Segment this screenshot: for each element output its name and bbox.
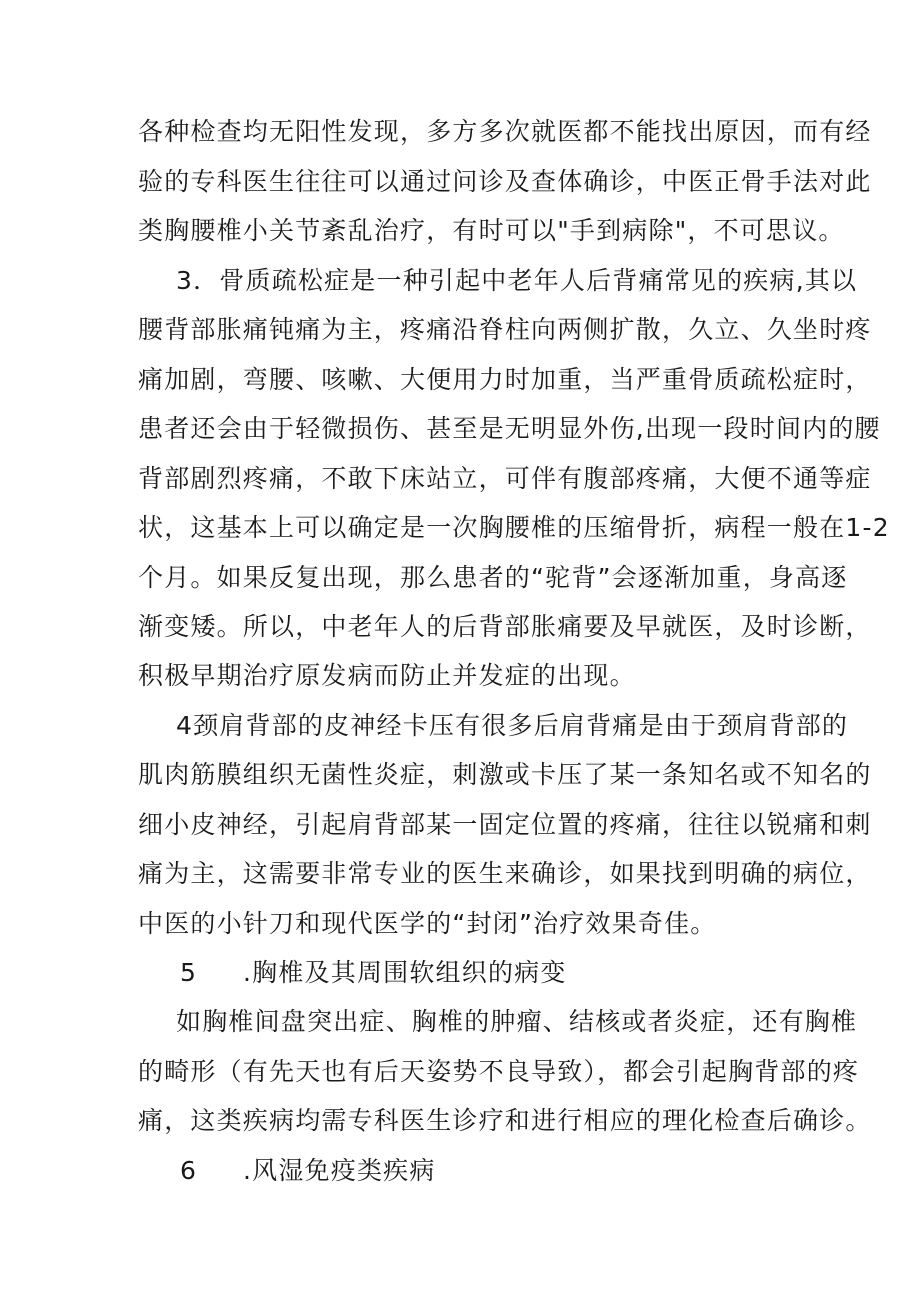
text-line: 4颈肩背部的皮神经卡压有很多后肩背痛是由于颈肩背部的 bbox=[176, 711, 849, 740]
text-line: 各种检查均无阳性发现，多方多次就医都不能找出原因，而有经 bbox=[138, 117, 872, 146]
text-line: 类胸腰椎小关节紊乱治疗，有时可以"手到病除"，不可思议。 bbox=[138, 216, 845, 245]
heading-text: .胸椎及其周围软组织的病变 bbox=[243, 958, 567, 987]
text-line: 背部剧烈疼痛，不敢下床站立，可伴有腹部疼痛，大便不通等症 bbox=[138, 464, 872, 493]
text-line: 腰背部胀痛钝痛为主，疼痛沿脊柱向两侧扩散，久立、久坐时疼 bbox=[138, 315, 872, 344]
text-line: 的畸形（有先天也有后天姿势不良导致），都会引起胸背部的疼 bbox=[138, 1057, 860, 1086]
text-line: 如胸椎间盘突出症、胸椎的肿瘤、结核或者炎症，还有胸椎 bbox=[176, 1007, 858, 1036]
text-line: 状，这基本上可以确定是一次胸腰椎的压缩骨折，病程一般在1-2 bbox=[138, 513, 890, 542]
text-line: 个月。如果反复出现，那么患者的“驼背”会逐渐加重，身高逐 bbox=[138, 563, 848, 592]
text-line: 肌肉筋膜组织无菌性炎症，刺激或卡压了某一条知名或不知名的 bbox=[138, 760, 872, 789]
heading-number: 5 bbox=[180, 958, 198, 987]
text-line: 中医的小针刀和现代医学的“封闭”治疗效果奇佳。 bbox=[138, 909, 717, 938]
text-line: 痛，这类疾病均需专科医生诊疗和进行相应的理化检查后确诊。 bbox=[138, 1106, 872, 1135]
heading-number: 6 bbox=[180, 1156, 198, 1185]
text-line: 积极早期治疗原发病而防止并发症的出现。 bbox=[138, 661, 636, 690]
text-line: 3．骨质疏松症是一种引起中老年人后背痛常见的疾病,其以 bbox=[176, 266, 858, 295]
text-line: 痛为主，这需要非常专业的医生来确诊，如果找到明确的病位， bbox=[138, 859, 872, 888]
text-line: 痛加剧，弯腰、咳嗽、大便用力时加重，当严重骨质疏松症时， bbox=[138, 365, 872, 394]
text-line: 渐变矮。所以，中老年人的后背部胀痛要及早就医，及时诊断， bbox=[138, 612, 872, 641]
text-line: 患者还会由于轻微损伤、甚至是无明显外伤,出现一段时间内的腰 bbox=[138, 414, 881, 443]
text-line: 验的专科医生往往可以通过问诊及查体确诊，中医正骨手法对此 bbox=[138, 167, 872, 196]
text-line: 细小皮神经，引起肩背部某一固定位置的疼痛，往往以锐痛和刺 bbox=[138, 810, 872, 839]
heading-text: .风湿免疫类疾病 bbox=[243, 1156, 436, 1185]
